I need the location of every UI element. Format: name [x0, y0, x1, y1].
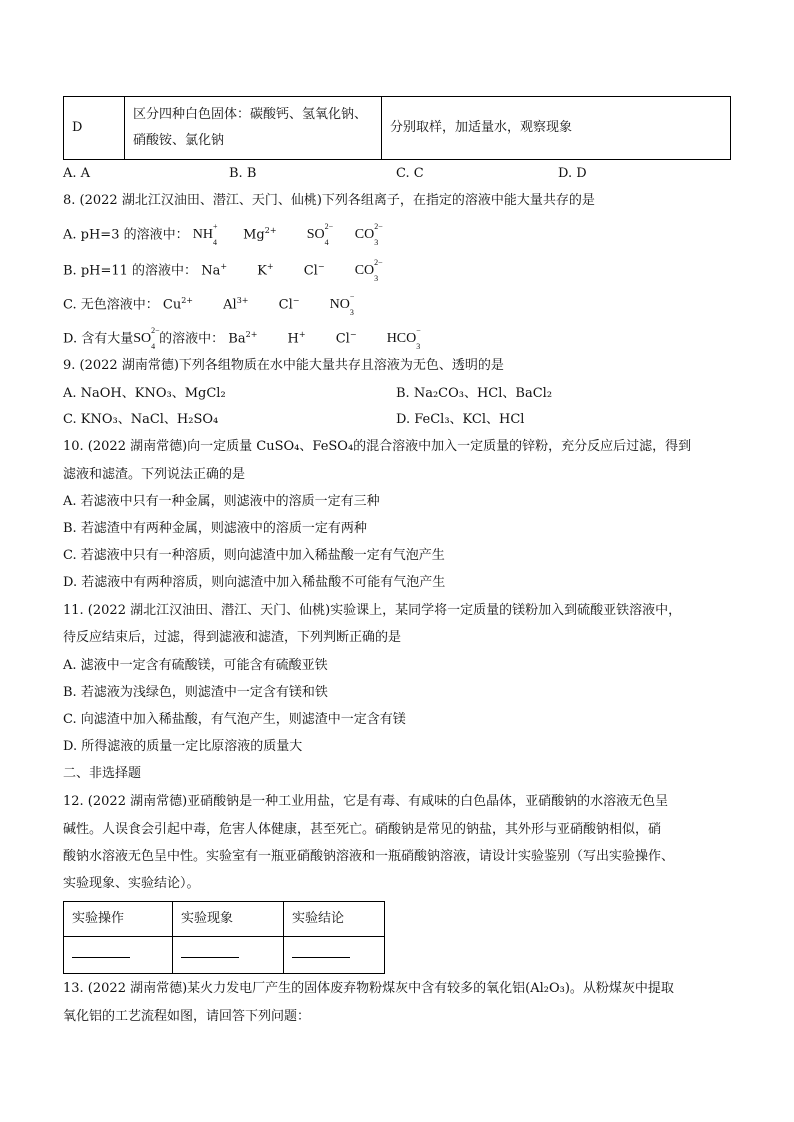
- q12-line1: 12. (2022 湖南常德)亚硝酸钠是一种工业用盐，它是有毒、有咸味的白色晶体，亚硝酸钠的水溶液无色呈: [63, 794, 669, 809]
- col-header-conclusion: 实验结论: [284, 902, 385, 937]
- ion-a1: NH + 4: [192, 222, 218, 248]
- ion-b1: Na+: [201, 262, 228, 279]
- q9-option-d: D. FeCl₃、KCl、HCl: [396, 412, 525, 427]
- q11-option-c: C. 向滤渣中加入稀盐酸，有气泡产生，则滤渣中一定含有镁: [63, 712, 406, 727]
- q10-option-d: D. 若滤液中有两种溶质，则向滤渣中加入稀盐酸不可能有气泡产生: [63, 575, 446, 590]
- q7-table-row-d: [63, 96, 731, 160]
- ion-c4: NO − 3: [329, 292, 355, 318]
- answer-blank-operation[interactable]: [64, 937, 173, 974]
- q7-option-b: B. B: [229, 166, 257, 181]
- q9-option-c: C. KNO₃、NaCl、H₂SO₄: [63, 412, 219, 427]
- q11-stem-line2: 待反应结束后，过滤，得到滤液和滤渣，下列判断正确的是: [63, 630, 402, 645]
- col-header-phenomenon: 实验现象: [173, 902, 284, 937]
- q10-option-a: A. 若滤液中只有一种金属，则滤液中的溶质一定有三种: [63, 494, 380, 509]
- ion-c1: $Cu^{2+}$: [162, 296, 194, 313]
- q12-line2: 碱性。人误食会引起中毒，危害人体健康，甚至死亡。硝酸钠是常见的钠盐，其外形与亚硝酸钠相似，硝: [63, 822, 662, 837]
- q10-option-c: C. 若滤液中只有一种溶质，则向滤渣中加入稀盐酸一定有气泡产生: [63, 548, 445, 563]
- row-task: [125, 97, 382, 160]
- q11-option-b: B. 若滤液为浅绿色，则滤渣中一定含有镁和铁: [63, 685, 328, 700]
- q7-option-a: A. A: [63, 166, 91, 181]
- q10-stem-line1: 10. (2022 湖南常德)向一定质量 CuSO₄、FeSO₄的混合溶液中加入一定质量的锌粉，充分反应后过滤，得到: [63, 439, 692, 454]
- ion-d1: $Ba^{2+}$: [228, 330, 258, 347]
- q9-option-b: B. Na₂CO₃、HCl、BaCl₂: [396, 386, 553, 401]
- q8-option-c: C. 无色溶液中： $Cu^{2+}$ $Al^{3+}$ Cl− NO − 3: [63, 292, 355, 318]
- ion-c2: $Al^{3+}$: [223, 296, 249, 313]
- col-header-operation: 实验操作: [64, 902, 173, 937]
- q10-stem-line2: 滤液和滤渣。下列说法正确的是: [63, 467, 246, 482]
- q8-stem: 8. (2022 湖北江汉油田、潜江、天门、仙桃)下列各组离子，在指定的溶液中能大量共存的是: [63, 193, 595, 208]
- answer-blank-phenomenon[interactable]: [173, 937, 284, 974]
- q9-option-a: A. NaOH、KNO₃、MgCl₂: [63, 386, 226, 401]
- q11-stem-line1: 11. (2022 湖北江汉油田、潜江、天门、仙桃)实验课上，某同学将一定质量的镁粉加入到硫酸亚铁溶液中，: [63, 603, 682, 618]
- row-task-line1: 区分四种白色固体：碳酸钙、氢氧化钠、: [133, 107, 368, 122]
- answer-blank-conclusion[interactable]: [284, 937, 385, 974]
- q8-option-b: B. pH=11 的溶液中： Na+ K+ Cl− CO 2− 3: [63, 258, 383, 284]
- q13-line1: 13. (2022 湖南常德)某火力发电厂产生的固体废弃物粉煤灰中含有较多的氧化铝(Al₂O₃)。从粉煤灰中提取: [63, 981, 674, 996]
- ion-so4: SO 2− 4: [133, 326, 160, 352]
- q12-line4: 实验现象、实验结论）。: [63, 876, 200, 891]
- q11-option-d: D. 所得滤液的质量一定比原溶液的质量大: [63, 739, 303, 754]
- row-letter: D: [64, 97, 125, 160]
- q12-answer-table: [63, 901, 385, 974]
- row-task-line2: 硝酸铵、氯化钠: [133, 133, 225, 148]
- q12-line3: 酸钠水溶液无色呈中性。实验室有一瓶亚硝酸钠溶液和一瓶硝酸钠溶液，请设计实验鉴别（写出实验操作、: [63, 849, 675, 864]
- q8-option-d: D. 含有大量SO 2− 4 的溶液中： $Ba^{2+}$ H+ Cl− HCO − 3: [63, 326, 421, 352]
- q11-option-a: A. 滤液中一定含有硫酸镁，可能含有硫酸亚铁: [63, 658, 328, 673]
- ion-a4: CO 2− 3: [354, 222, 383, 248]
- q10-option-b: B. 若滤渣中有两种金属，则滤液中的溶质一定有两种: [63, 521, 367, 536]
- ion-a2: $Mg^{2+}$: [243, 226, 277, 243]
- ion-b2: K+: [257, 262, 274, 279]
- ion-d2: H+: [287, 330, 306, 347]
- ion-a3: SO 2− 4: [306, 222, 334, 248]
- q8-option-a: A. pH=3 的溶液中： NH + 4 $Mg^{2+}$ SO 2− 4 CO 2− 3: [63, 222, 383, 248]
- section-heading: 二、非选择题: [63, 766, 142, 781]
- ion-d4: HCO − 3: [386, 326, 421, 352]
- q7-option-d: D. D: [558, 166, 587, 181]
- q13-line2: 氧化铝的工艺流程如图，请回答下列问题：: [63, 1009, 311, 1024]
- ion-b3: Cl−: [303, 262, 325, 279]
- row-method: 分别取样，加适量水，观察现象: [382, 97, 731, 160]
- ion-d3: Cl−: [335, 330, 357, 347]
- q9-stem: 9. (2022 湖南常德)下列各组物质在水中能大量共存且溶液为无色、透明的是: [63, 358, 504, 373]
- ion-c3: Cl−: [278, 296, 300, 313]
- q7-option-c: C. C: [396, 166, 424, 181]
- ion-b4: CO 2− 3: [354, 258, 383, 284]
